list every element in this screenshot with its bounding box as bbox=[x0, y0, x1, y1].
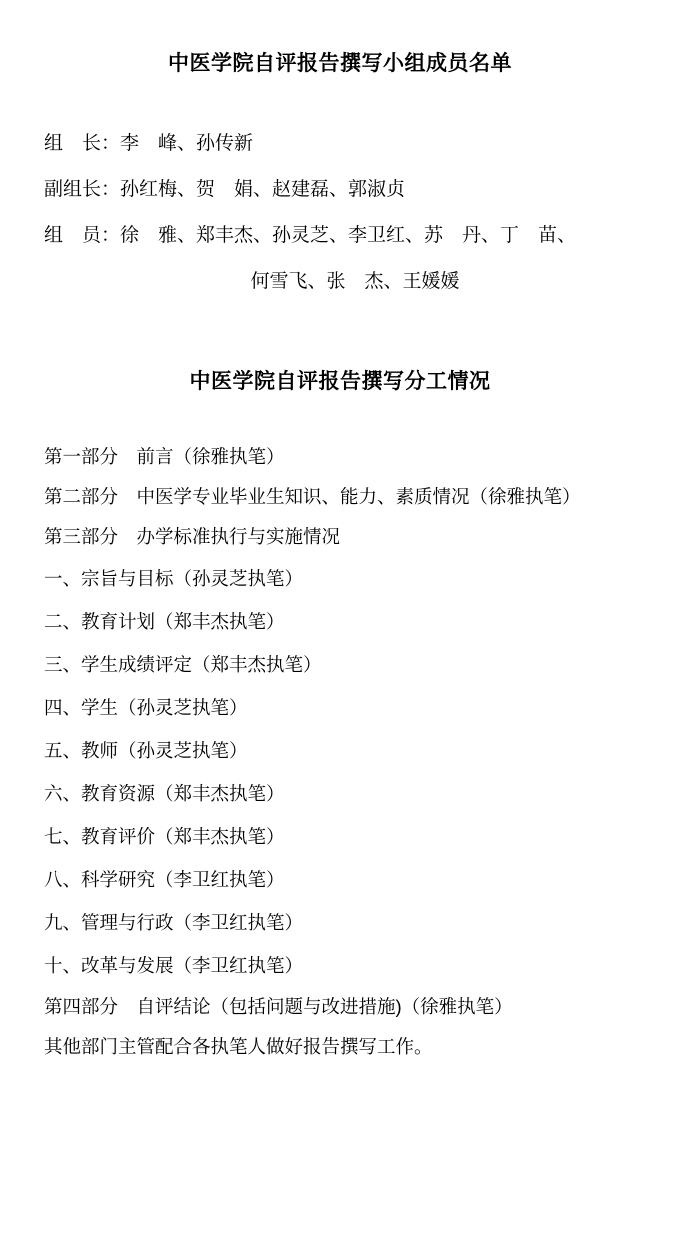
list-item: 三、学生成绩评定（郑丰杰执笔） bbox=[44, 654, 322, 675]
list-item: 七、教育评价（郑丰杰执笔） bbox=[44, 826, 285, 847]
list-item: 第二部分 中医学专业毕业生知识、能力、素质情况（徐雅执笔） bbox=[44, 486, 581, 507]
list-item: 五、教师（孙灵芝执笔） bbox=[44, 740, 248, 761]
list-item: 第三部分 办学标准执行与实施情况 bbox=[44, 526, 341, 547]
page-title-roster: 中医学院自评报告撰写小组成员名单 bbox=[168, 52, 512, 75]
list-item: 二、教育计划（郑丰杰执笔） bbox=[44, 611, 285, 632]
list-item: 第四部分 自评结论（包括问题与改进措施)（徐雅执笔） bbox=[44, 996, 513, 1017]
list-item: 十、改革与发展（李卫红执笔） bbox=[44, 955, 304, 976]
page-title-assignments: 中医学院自评报告撰写分工情况 bbox=[189, 370, 491, 393]
roster-line: 组 长：李 峰、孙传新 bbox=[44, 133, 254, 154]
section-spacer bbox=[44, 305, 636, 365]
assignment-list bbox=[44, 437, 636, 1067]
list-item: 四、学生（孙灵芝执笔） bbox=[44, 697, 248, 718]
roster-line: 副组长：孙红梅、贺 娟、赵建磊、郭淑贞 bbox=[44, 179, 406, 200]
list-item: 六、教育资源（郑丰杰执笔） bbox=[44, 783, 285, 804]
roster-line: 组 员：徐 雅、郑丰杰、孙灵芝、李卫红、苏 丹、丁 苗、 bbox=[44, 225, 577, 246]
roster-line-continuation: 何雪飞、张 杰、王媛媛 bbox=[250, 271, 460, 292]
roster-section bbox=[44, 121, 636, 305]
list-item: 其他部门主管配合各执笔人做好报告撰写工作。 bbox=[44, 1036, 433, 1057]
list-item: 八、科学研究（李卫红执笔） bbox=[44, 869, 285, 890]
section-spacer bbox=[44, 395, 636, 437]
list-item: 一、宗旨与目标（孙灵芝执笔） bbox=[44, 568, 304, 589]
document-page bbox=[0, 47, 680, 1251]
list-item: 九、管理与行政（李卫红执笔） bbox=[44, 912, 304, 933]
list-item: 第一部分 前言（徐雅执笔） bbox=[44, 446, 285, 467]
